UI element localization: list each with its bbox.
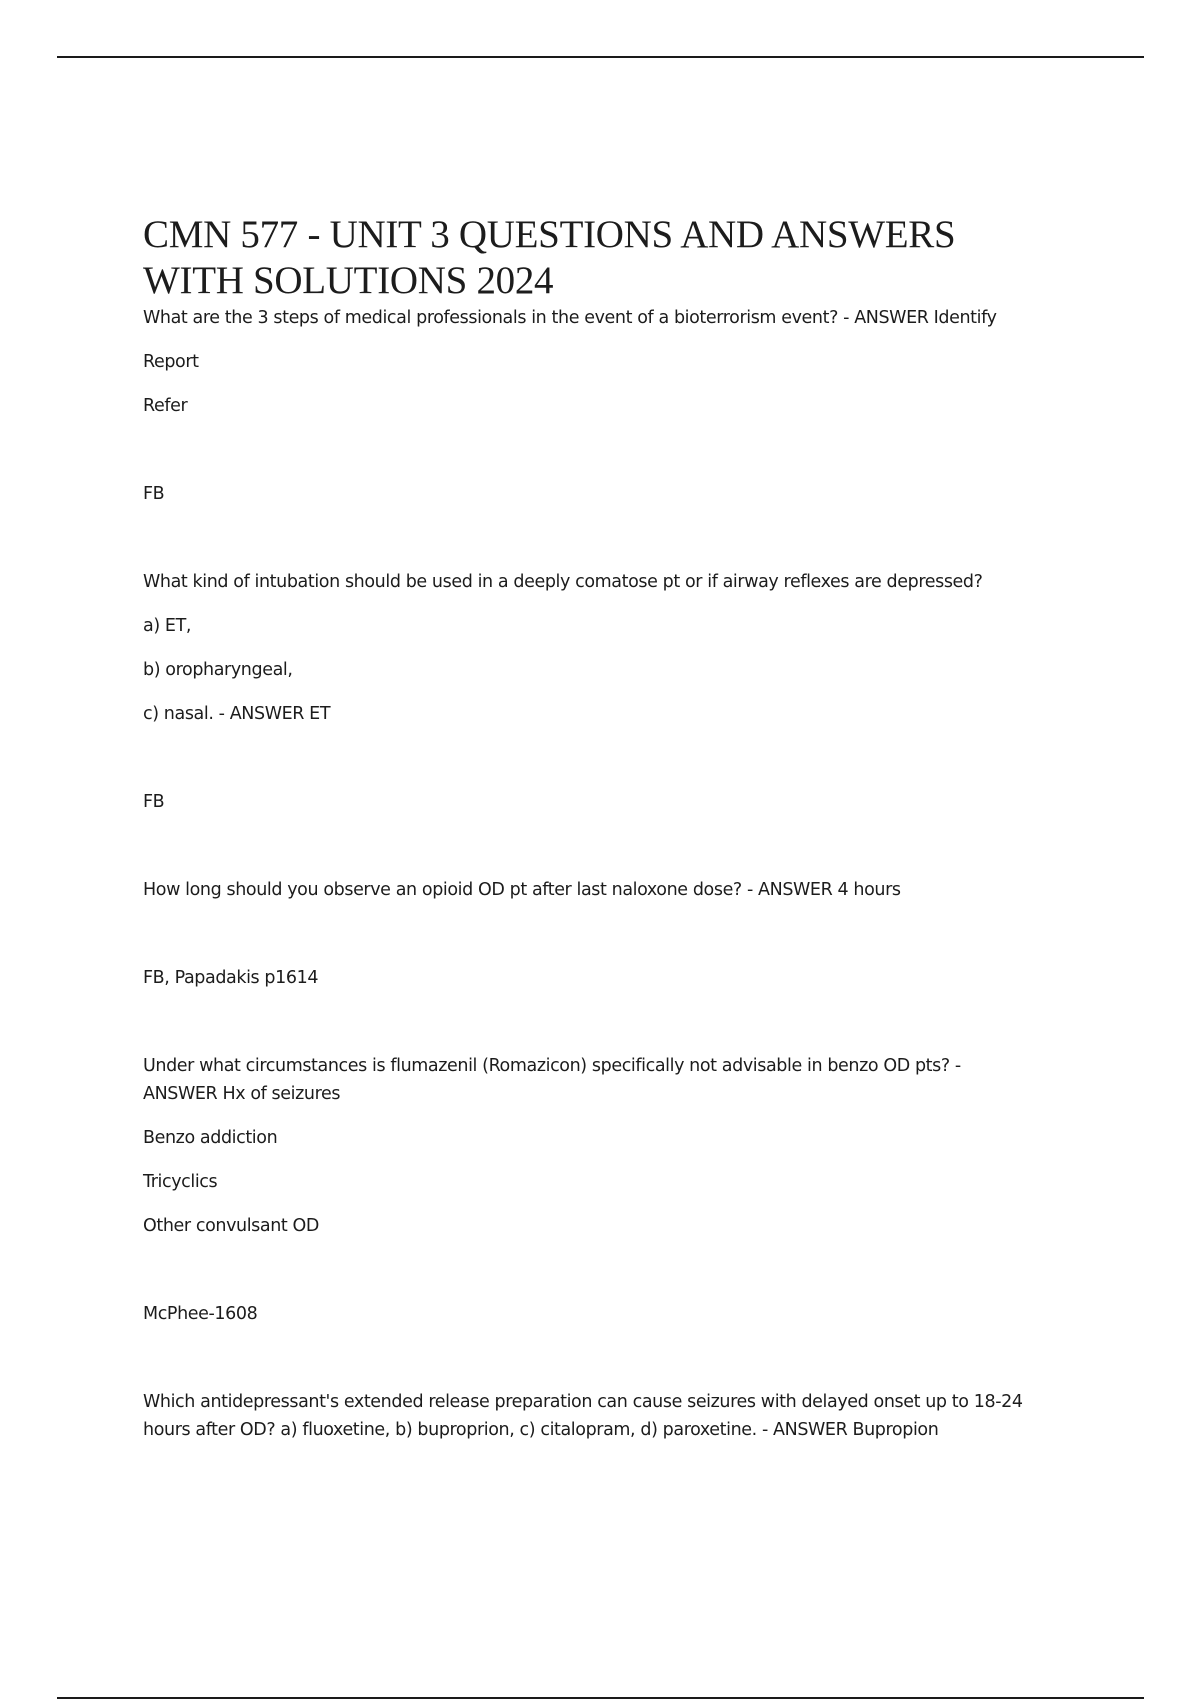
q1-source: FB (143, 484, 165, 504)
q1-answer-refer: Refer (143, 396, 188, 416)
title-line-2: WITH SOLUTIONS 2024 (143, 259, 554, 302)
q4-answer-tricyclics: Tricyclics (143, 1172, 218, 1192)
q3-source: FB, Papadakis p1614 (143, 968, 319, 988)
q4-answer-benzo-addiction: Benzo addiction (143, 1128, 278, 1148)
question-4-line-2: ANSWER Hx of seizures (143, 1084, 341, 1104)
title-line-1: CMN 577 - UNIT 3 QUESTIONS AND ANSWERS (143, 213, 956, 256)
question-4-line-1: Under what circumstances is flumazenil (Romazicon) specifically not advisable in benzo OD pts? - (143, 1056, 961, 1076)
q4-answer-other-convulsant: Other convulsant OD (143, 1216, 319, 1236)
document-title (143, 212, 1083, 304)
q2-source: FB (143, 792, 165, 812)
footer-rule (57, 1697, 1144, 1699)
q2-option-a: a) ET, (143, 616, 192, 636)
q2-option-b: b) oropharyngeal, (143, 660, 293, 680)
q1-answer-report: Report (143, 352, 199, 372)
q2-option-c: c) nasal. - ANSWER ET (143, 704, 331, 724)
question-5-line-1: Which antidepressant's extended release preparation can cause seizures with delayed onset up to 18-24 (143, 1392, 1023, 1412)
q4-source: McPhee-1608 (143, 1304, 258, 1324)
question-5-line-2: hours after OD? a) fluoxetine, b) buproprion, c) citalopram, d) paroxetine. - ANSWER Bupropion (143, 1420, 939, 1440)
question-3: How long should you observe an opioid OD pt after last naloxone dose? - ANSWER 4 hours (143, 880, 901, 900)
document-body (143, 212, 1083, 1444)
question-1: What are the 3 steps of medical professionals in the event of a bioterrorism event? - ANSWER Identify (143, 308, 997, 328)
header-rule (57, 56, 1144, 58)
question-2: What kind of intubation should be used in a deeply comatose pt or if airway reflexes are depressed? (143, 572, 983, 592)
